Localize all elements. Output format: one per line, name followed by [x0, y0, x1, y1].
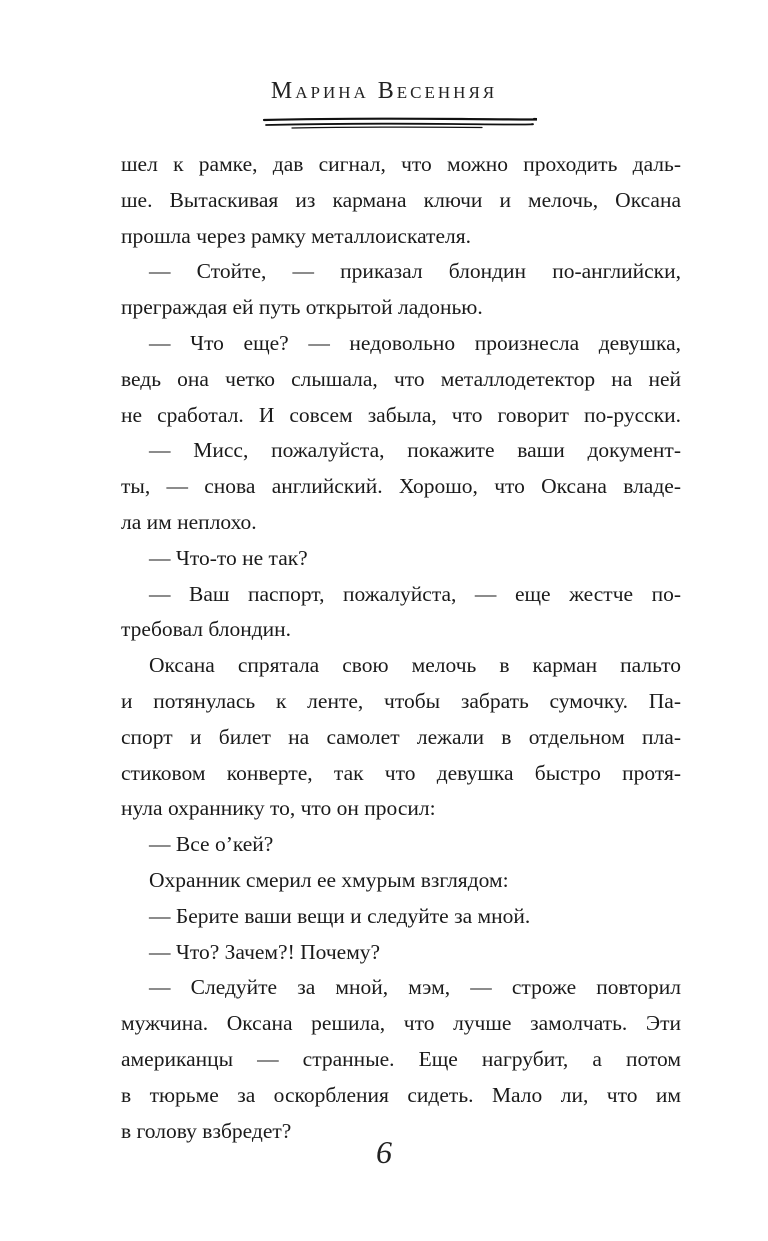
text-line: — Что? Зачем?! Почему? [149, 939, 381, 964]
text-line: ше. Вытаскивая из кармана ключи и мелочь, Оксана [121, 187, 681, 212]
text-line: — Мисс, пожалуйста, покажите ваши документ- [149, 438, 681, 463]
text-line: американцы — странные. Еще нагрубит, а потом [121, 1046, 681, 1071]
text-line: не сработал. И совсем забыла, что говорит по-русски. [121, 402, 681, 427]
author-name: Марина Весенняя [270, 78, 498, 104]
page-number: 6 [376, 1134, 392, 1170]
text-line: ты, — снова английский. Хорошо, что Оксана владе- [121, 474, 681, 499]
text-line: прошла через рамку металлоискателя. [121, 223, 471, 248]
text-line: в тюрьме за оскорбления сидеть. Мало ли, что им [121, 1082, 681, 1107]
text-line: нула охраннику то, что он просил: [121, 796, 436, 821]
text-line: — Что-то не так? [149, 545, 308, 570]
text-line: спорт и билет на самолет лежали в отдельном пла- [121, 724, 681, 749]
text-line: ла им неплохо. [121, 509, 257, 534]
text-line: Оксана спрятала свою мелочь в карман пальто [149, 653, 681, 678]
text-line: — Следуйте за мной, мэм, — строже повторил [149, 975, 681, 1000]
text-line: требовал блондин. [121, 617, 292, 642]
text-line: — Стойте, — приказал блондин по-английски, [149, 259, 681, 284]
text-line: преграждая ей путь открытой ладонью. [121, 295, 483, 320]
text-line: шел к рамке, дав сигнал, что можно проходить даль- [121, 152, 681, 176]
text-line: — Ваш паспорт, пожалуйста, — еще жестче по- [149, 581, 681, 606]
text-line: в голову взбредет? [121, 1118, 292, 1143]
text-line: Охранник смерил ее хмурым взглядом: [149, 867, 509, 892]
text-line: и потянулась к ленте, чтобы забрать сумочку. Па- [121, 688, 681, 713]
text-line: мужчина. Оксана решила, что лучше замолчать. Эти [121, 1011, 681, 1036]
header-underline-rule [262, 116, 537, 130]
text-line: — Берите ваши вещи и следуйте за мной. [149, 903, 531, 928]
text-line: ведь она четко слышала, что металлодетектор на ней [121, 366, 681, 391]
running-header [0, 78, 768, 105]
text-line: — Все о’кей? [149, 832, 274, 857]
text-line: — Что еще? — недовольно произнесла девушка, [149, 330, 681, 355]
body-text [121, 147, 681, 1149]
text-line: стиковом конверте, так что девушка быстро протя- [121, 760, 681, 785]
